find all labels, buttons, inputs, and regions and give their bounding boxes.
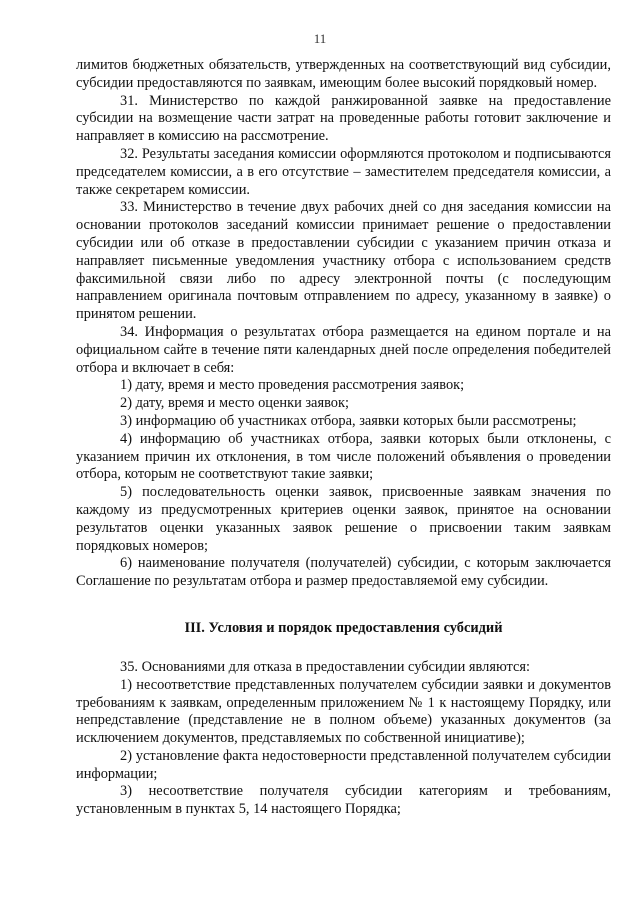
paragraph-p34_6: 6) наименование получателя (получателей) субсидии, с которым заключается Соглашение по результатам отбора и размер предоставляемой ему субсидии. [76,555,611,590]
paragraph-p32: 32. Результаты заседания комиссии оформляются протоколом и подписываются председателем комиссии, а в его отсутствие – заместителем председателя комиссии, а также секретарем комиссии. [76,145,611,198]
paragraph-p35_2: 2) установление факта недостоверности представленной получателем субсидии информации; [76,747,611,782]
paragraph-p33: 33. Министерство в течение двух рабочих дней со дня заседания комиссии на основании протоколов заседаний комиссии принимает решение о предоставлении субсидии или об отказе в предоставлении субсидии с указанием причин отказа и направляет письменные уведомления участнику отбора с использованием средств факсимильной связи либо по адресу электронной почты (с последующим направлением оригинала почтовым отправлением по адресу, указанному в заявке) о принятом решении. [76,199,611,323]
section-heading: III. Условия и порядок предоставления субсидий [184,619,503,636]
paragraph-p35: 35. Основаниями для отказа в предоставлении субсидии являются: [120,658,530,675]
paragraph-p34_2: 2) дату, время и место оценки заявок; [120,395,349,412]
paragraph-p31: 31. Министерство по каждой ранжированной заявке на предоставление субсидии на возмещение части затрат на проведенные работы готовит заключение и направляет в комиссию на рассмотрение. [76,92,611,145]
paragraphs-after-section [76,659,611,819]
paragraph-p34_4: 4) информацию об участниках отбора, заявки которых были отклонены, с указанием причин их отклонения, в том числе положений объявления о проведении отбора, которым не соответствуют такие заявки; [76,430,611,483]
paragraph-cont: лимитов бюджетных обязательств, утвержденных на соответствующий вид субсидии, субсидии предоставляются по заявкам, имеющим более высокий порядковый номер. [76,57,611,91]
paragraph-p34_1: 1) дату, время и место проведения рассмотрения заявок; [120,377,465,394]
paragraph-p34: 34. Информация о результатах отбора размещается на едином портале и на официальном сайте в течение пяти календарных дней после определения победителей отбора и включает в себя: [76,323,611,376]
page-number: 11 [313,31,327,46]
paragraph-p35_3: 3) несоответствие получателя субсидии категориям и требованиям, установленным в пунктах 5, 14 настоящего Порядка; [76,783,611,818]
document-body [76,57,611,819]
paragraphs-before-section [76,57,611,591]
paragraph-p34_5: 5) последовательность оценки заявок, присвоенные заявкам значения по каждому из предусмотренных критериев оценки заявок, принятое на основании результатов оценки указанных заявок решение о присвоении таким заявкам порядковых номеров; [76,484,611,554]
paragraph-p34_3: 3) информацию об участниках отбора, заявки которых были рассмотрены; [120,412,577,429]
paragraph-p35_1: 1) несоответствие представленных получателем субсидии заявки и документов требованиям к заявкам, определенным приложением № 1 к настоящему Порядку, или непредставление (представление не в полном объеме) указанных документов (за исключением документов, представляемых по собственной инициативе); [76,676,611,747]
